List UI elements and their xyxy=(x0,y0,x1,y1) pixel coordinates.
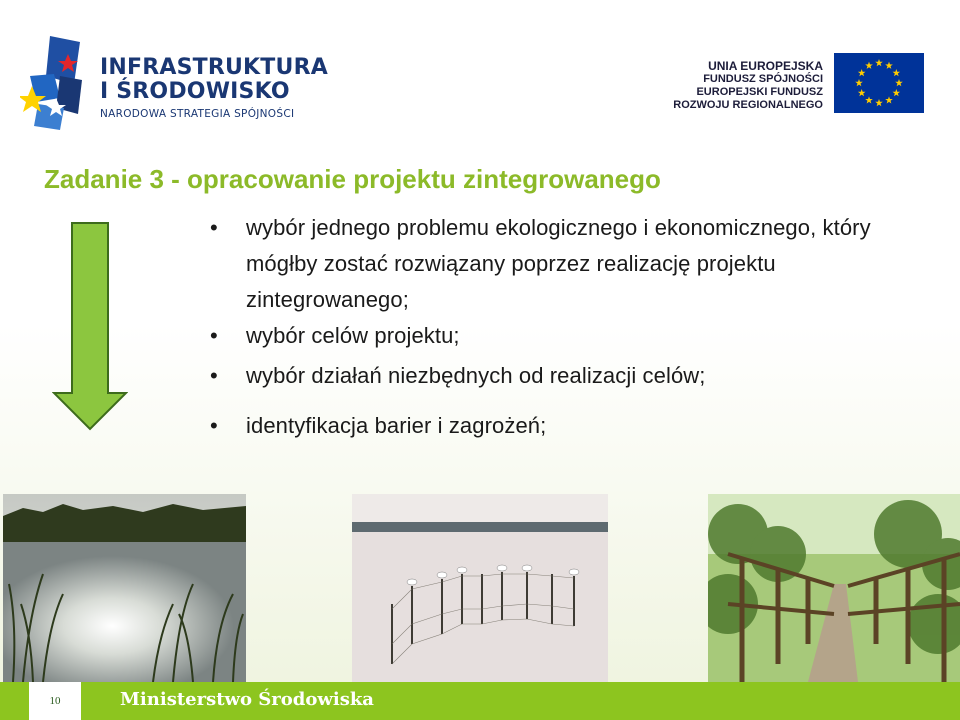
eu-label xyxy=(673,60,823,112)
lake-photo xyxy=(3,494,246,682)
list-item xyxy=(210,408,930,444)
eu-line-4: ROZWOJU REGIONALNEGO xyxy=(673,99,823,111)
bullet-dot: • xyxy=(210,323,218,348)
list-item xyxy=(210,358,930,394)
bullet-dot: • xyxy=(210,413,218,438)
ministry-name: Ministerstwo Środowiska xyxy=(120,689,374,710)
fishing-nets-photo xyxy=(352,494,608,682)
page-number: 10 xyxy=(49,695,61,707)
eu-line-2: FUNDUSZ SPÓJNOŚCI xyxy=(703,73,823,85)
logo-line-1: INFRASTRUKTURA xyxy=(100,55,328,80)
bullet-dot: • xyxy=(210,215,218,240)
list-item xyxy=(210,318,930,354)
logo-line-2: I ŚRODOWISKO xyxy=(100,79,290,104)
logo-line-3: NARODOWA STRATEGIA SPÓJNOŚCI xyxy=(100,108,295,120)
slide-title: Zadanie 3 - opracowanie projektu zintegrowanego xyxy=(44,164,661,194)
photo-strip xyxy=(0,494,960,684)
bullet-text: identyfikacja barier i zagrożeń; xyxy=(246,413,547,438)
bullet-text: wybór celów projektu; xyxy=(246,323,460,348)
boardwalk-photo xyxy=(708,494,960,682)
program-logo xyxy=(20,36,328,132)
list-item xyxy=(210,210,930,318)
eu-line-3: EUROPEJSKI FUNDUSZ xyxy=(696,86,823,98)
bullet-list xyxy=(210,210,930,444)
bullet-text: wybór jednego problemu ekologicznego i ekonomicznego, który mógłby zostać rozwiązany poprzez realizację projektu zintegrowanego; xyxy=(246,215,871,312)
eu-line-1: UNIA EUROPEJSKA xyxy=(708,59,823,73)
down-arrow-icon xyxy=(52,221,128,431)
bullet-text: wybór działań niezbędnych od realizacji celów; xyxy=(246,363,706,388)
bullet-dot: • xyxy=(210,363,218,388)
footer-bar xyxy=(0,682,960,720)
eu-flag-icon xyxy=(834,53,924,113)
logo-stars-icon xyxy=(20,36,92,132)
